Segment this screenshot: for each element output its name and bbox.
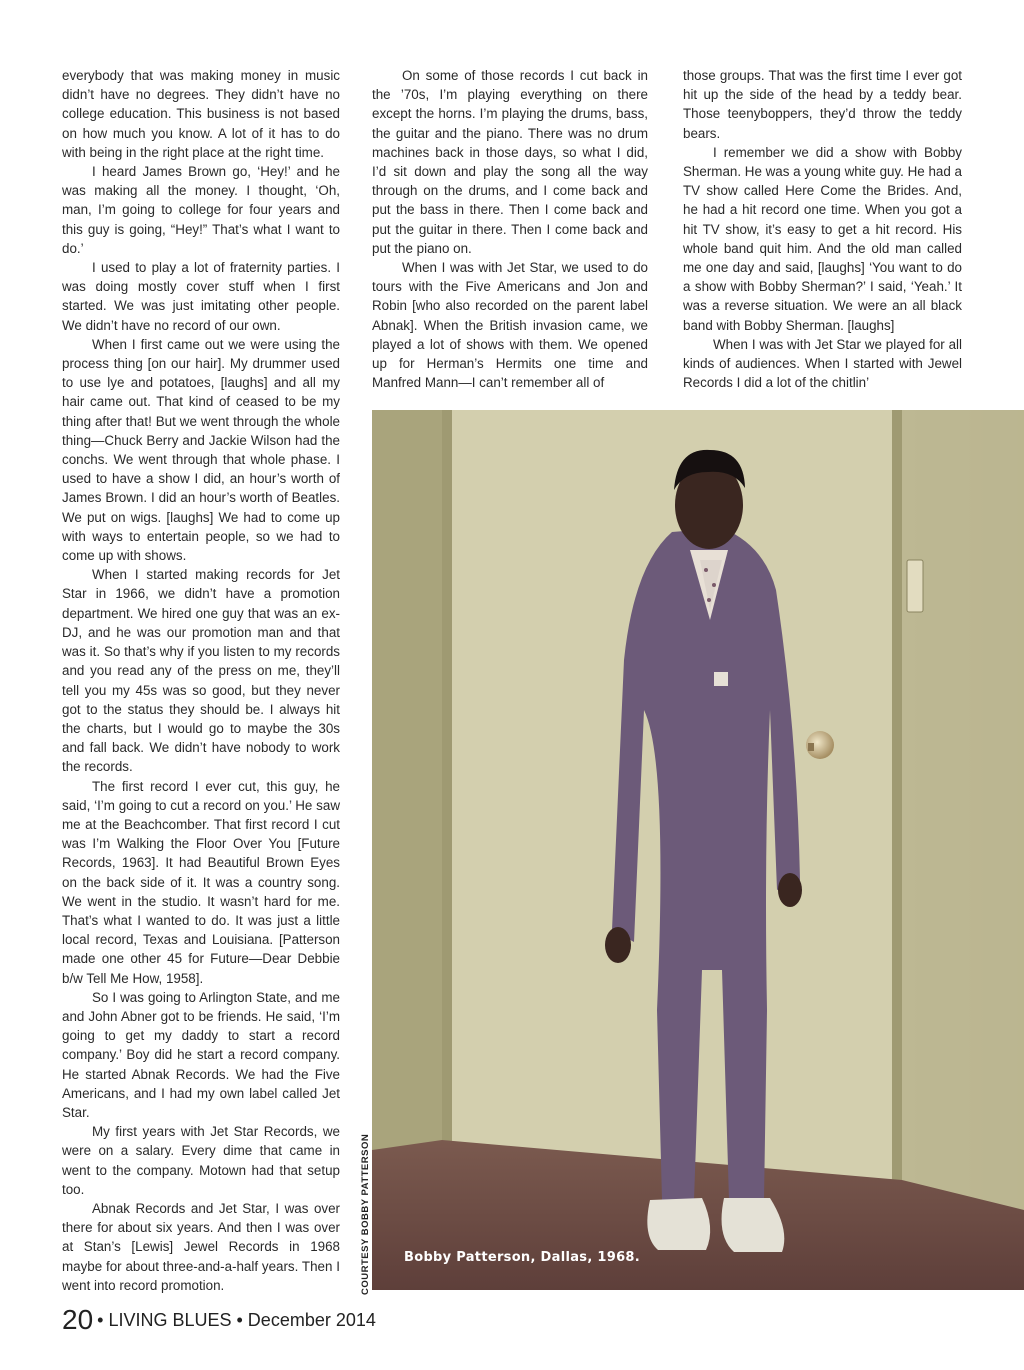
photo-illustration — [372, 410, 1024, 1290]
paragraph: When I started making records for Jet Star in 1966, we didn’t have a promotion department. We hired one guy that was an ex-DJ, and he was our promotion man and that was it. So that’s why if you listen to my records and you read any of the press on me, they’ll tell you my 45s was so good, but they never got to the status they should be. I always hit the charts, but I would go to maybe the 30s and fall back. We didn’t have nobody to work the records. — [62, 567, 340, 775]
photo-credit: COURTESY BOBBY PATTERSON — [360, 1133, 371, 1295]
text-column-1 — [62, 66, 340, 1295]
paragraph: I remember we did a show with Bobby Sherman. He was a young white guy. He had a TV show called Here Come the Brides. And, he had a hit record one time. When you got a hit TV show, it’s easy to get a hit record. His whole band quit him. And the old man called me one day and said, [laughs] ‘You want to do a show with Bobby Sherman?’ I said, ‘Yeah.’ It was a reverse situation. We were an all black band with Bobby Sherman. [laughs] — [683, 144, 962, 333]
text-column-3 — [683, 66, 962, 392]
paragraph: When I was with Jet Star we played for all kinds of audiences. When I started with Jewel Records I did a lot of the chitlin’ — [683, 336, 962, 391]
paragraph: I heard James Brown go, ‘Hey!’ and he was making all the money. I thought, ‘Oh, man, I’m going to college for four years and this guy is going, “Hey!” That’s what I want to do.’ — [62, 164, 340, 256]
paragraph: On some of those records I cut back in the ’70s, I’m playing everything on there except the horns. I’m playing the drums, bass, the guitar and the piano. There was no drum machines back in those days, so what I did, I’d sit down and play the song all the way through on the drums, and I come back and put the bass in there. Then I come back and put the guitar in there. Then I come back and put the piano on. — [372, 68, 648, 256]
paragraph: The first record I ever cut, this guy, he said, ‘I’m going to cut a record on you.’ He saw me at the Beachcomber. That first record I cut was I’m Walking the Floor Over You [Future Records, 1963]. It had Beautiful Brown Eyes on the back side of it. It was a country song. We went in the studio. It wasn’t hard for me. That’s what I wanted to do. It was just a little local record, Texas and Louisiana. [Patterson made one other 45 for Future—Dear Debbie b/w Tell Me How, 1958]. — [62, 778, 340, 986]
text-column-2 — [372, 66, 648, 392]
page-footer — [62, 1304, 376, 1344]
photo-caption: Bobby Patterson, Dallas, 1968. — [404, 1250, 641, 1265]
light-switch — [907, 560, 923, 612]
paragraph: When I first came out we were using the process thing [on our hair]. My drummer used to use lye and potatoes, [laughs] and all my hair came out. That kind of ceased to be my thing after that! But we went through the whole thing—Chuck Berry and Jackie Wilson had the conchs. We went through that whole phase. I used to have a show I did, an hour’s worth of James Brown. I did an hour’s worth of Beatles. We put on wigs. [laughs] We had to come up with ways to entertain people, so we had to come up with shows. — [62, 336, 340, 564]
paragraph: I used to play a lot of fraternity parties. I was doing mostly cover stuff when I first started. We was just imitating other people. We didn’t have no record of our own. — [62, 260, 340, 333]
photo-bobby-patterson — [372, 410, 1024, 1290]
page-number: 20 — [62, 1304, 94, 1335]
footer-text: • LIVING BLUES • December 2014 — [97, 1310, 376, 1330]
paragraph: When I was with Jet Star, we used to do tours with the Five Americans and Jon and Robin [who also recorded on the parent label Abnak]. When the British invasion came, we played a lot of shows with them. We opened up for Herman’s Hermits one time and Manfred Mann—I can’t remember all of — [372, 260, 648, 391]
paragraph: My first years with Jet Star Records, we were on a salary. Every dime that came in went to the company. Motown had that setup too. — [62, 1124, 340, 1197]
paragraph: everybody that was making money in music didn’t have no degrees. They didn’t have no college education. This business is not based on how much you know. A lot of it has to do with being in the right place at the right time. — [62, 68, 340, 160]
paragraph: those groups. That was the first time I ever got hit up the side of the head by a teddy bear. Those teenyboppers, they’d throw the teddy bears. — [683, 68, 962, 141]
paragraph: So I was going to Arlington State, and me and John Abner got to be friends. He said, ‘I’m going to get my daddy to start a record company.’ Boy did he start a record company. He started Abnak Records. We had the Five Americans, and I had my own label called Jet Star. — [62, 989, 340, 1120]
paragraph: Abnak Records and Jet Star, I was over there for about six years. And then I was over at Stan’s [Lewis] Jewel Records in 1968 maybe for about three-and-a-half years. Then I went into record promotion. — [62, 1200, 340, 1293]
